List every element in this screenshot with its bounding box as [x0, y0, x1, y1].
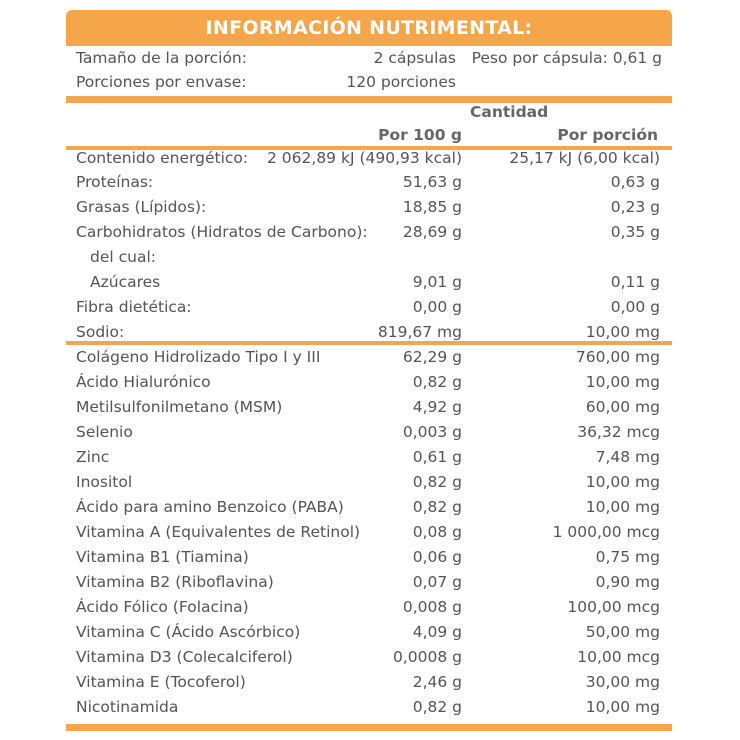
row-label: Vitamina B1 (Tiamina) [76, 548, 249, 566]
value-per100: 18,85 g [402, 198, 462, 216]
value-per100: 0,82 g [412, 498, 462, 516]
value-perportion: 50,00 mg [585, 623, 660, 641]
value-per100: 4,09 g [412, 623, 462, 641]
ingredient-row [66, 572, 672, 597]
row-label: Colágeno Hidrolizado Tipo I y III [76, 348, 321, 366]
value-per100: 9,01 g [412, 273, 462, 291]
value-per100: 0,00 g [412, 298, 462, 316]
servings-per-container-label: Porciones por envase: [76, 73, 247, 91]
ingredient-row [66, 372, 672, 397]
row-label: Azúcares [90, 273, 161, 291]
energy-label: Contenido energético: [76, 149, 249, 167]
value-perportion: 0,75 mg [595, 548, 660, 566]
row-label: Vitamina B2 (Riboflavina) [76, 573, 274, 591]
row-label: Vitamina D3 (Colecalciferol) [76, 648, 293, 666]
row-label: Vitamina A (Equivalentes de Retinol) [76, 523, 361, 541]
row-label: Grasas (Lípidos): [76, 198, 207, 216]
value-perportion: 60,00 mg [585, 398, 660, 416]
energy-per100: 2 062,89 kJ (490,93 kcal) [267, 149, 462, 167]
nutrient-row [66, 222, 672, 247]
value-per100: 62,29 g [402, 348, 462, 366]
ingredient-row [66, 347, 672, 372]
ingredient-row [66, 497, 672, 522]
value-perportion: 0,11 g [610, 273, 660, 291]
nutrient-row [66, 297, 672, 322]
divider-nutrients [66, 341, 672, 345]
value-per100: 28,69 g [402, 223, 462, 241]
row-label: Zinc [76, 448, 110, 466]
value-perportion: 10,00 mg [585, 698, 660, 716]
page-title: INFORMACIÓN NUTRIMENTAL: [205, 17, 533, 39]
value-per100: 0,07 g [412, 573, 462, 591]
value-per100: 0,82 g [412, 473, 462, 491]
nutrient-row [66, 197, 672, 222]
capsule-weight: Peso por cápsula: 0,61 g [471, 49, 662, 67]
value-per100: 0,82 g [412, 698, 462, 716]
ingredient-row [66, 547, 672, 572]
serving-size-value: 2 cápsulas [373, 49, 456, 67]
nutrient-row [66, 172, 672, 197]
quantity-header: Cantidad [470, 103, 549, 121]
value-per100: 0,82 g [412, 373, 462, 391]
value-perportion: 1 000,00 mcg [552, 523, 660, 541]
row-label: del cual: [90, 248, 156, 266]
ingredient-row [66, 472, 672, 497]
value-per100: 2,46 g [412, 673, 462, 691]
row-label: Inositol [76, 473, 133, 491]
value-perportion: 10,00 mg [585, 498, 660, 516]
ingredient-row [66, 672, 672, 697]
value-perportion: 30,00 mg [585, 673, 660, 691]
value-perportion: 0,63 g [610, 173, 660, 191]
ingredient-row [66, 397, 672, 422]
nutrient-row [66, 272, 672, 297]
value-per100: 51,63 g [402, 173, 462, 191]
row-label: Nicotinamida [76, 698, 179, 716]
serving-size-label: Tamaño de la porción: [76, 49, 247, 67]
nutrition-facts-panel [66, 10, 672, 732]
row-label: Ácido para amino Benzoico (PABA) [76, 498, 344, 516]
nutrient-row [66, 247, 672, 272]
ingredient-row [66, 597, 672, 622]
row-label: Proteínas: [76, 173, 154, 191]
servings-per-container-value: 120 porciones [346, 73, 456, 91]
value-perportion: 10,00 mcg [577, 648, 660, 666]
row-label: Selenio [76, 423, 133, 441]
value-per100: 0,08 g [412, 523, 462, 541]
ingredient-row [66, 697, 672, 722]
value-perportion: 10,00 mg [585, 323, 660, 341]
row-label: Ácido Fólico (Folacina) [76, 598, 249, 616]
row-label: Ácido Hialurónico [76, 373, 211, 391]
value-perportion: 760,00 mg [575, 348, 660, 366]
value-per100: 4,92 g [412, 398, 462, 416]
ingredient-row [66, 522, 672, 547]
value-perportion: 0,90 mg [595, 573, 660, 591]
value-perportion: 0,23 g [610, 198, 660, 216]
value-perportion: 7,48 mg [595, 448, 660, 466]
value-perportion: 36,32 mcg [577, 423, 660, 441]
divider-serving [66, 96, 672, 103]
ingredient-row [66, 447, 672, 472]
value-per100: 0,003 g [402, 423, 462, 441]
row-label: Metilsulfonilmetano (MSM) [76, 398, 283, 416]
ingredient-row [66, 647, 672, 672]
value-perportion: 0,35 g [610, 223, 660, 241]
row-label: Vitamina E (Tocoferol) [76, 673, 246, 691]
row-label: Vitamina C (Ácido Ascórbico) [76, 623, 301, 641]
value-per100: 0,61 g [412, 448, 462, 466]
perportion-header: Por porción [557, 126, 658, 144]
value-per100: 819,67 mg [377, 323, 462, 341]
title-banner [66, 10, 672, 46]
value-per100: 0,008 g [402, 598, 462, 616]
value-perportion: 100,00 mcg [567, 598, 660, 616]
value-perportion: 10,00 mg [585, 473, 660, 491]
value-per100: 0,06 g [412, 548, 462, 566]
divider-bottom [66, 724, 672, 731]
row-label: Sodio: [76, 323, 125, 341]
energy-perportion: 25,17 kJ (6,00 kcal) [509, 149, 660, 167]
row-label: Fibra dietética: [76, 298, 192, 316]
row-label: Carbohidratos (Hidratos de Carbono): [76, 223, 368, 241]
value-per100: 0,0008 g [392, 648, 462, 666]
value-perportion: 10,00 mg [585, 373, 660, 391]
ingredient-row [66, 622, 672, 647]
ingredient-row [66, 422, 672, 447]
per100-header: Por 100 g [378, 126, 462, 144]
value-perportion: 0,00 g [610, 298, 660, 316]
